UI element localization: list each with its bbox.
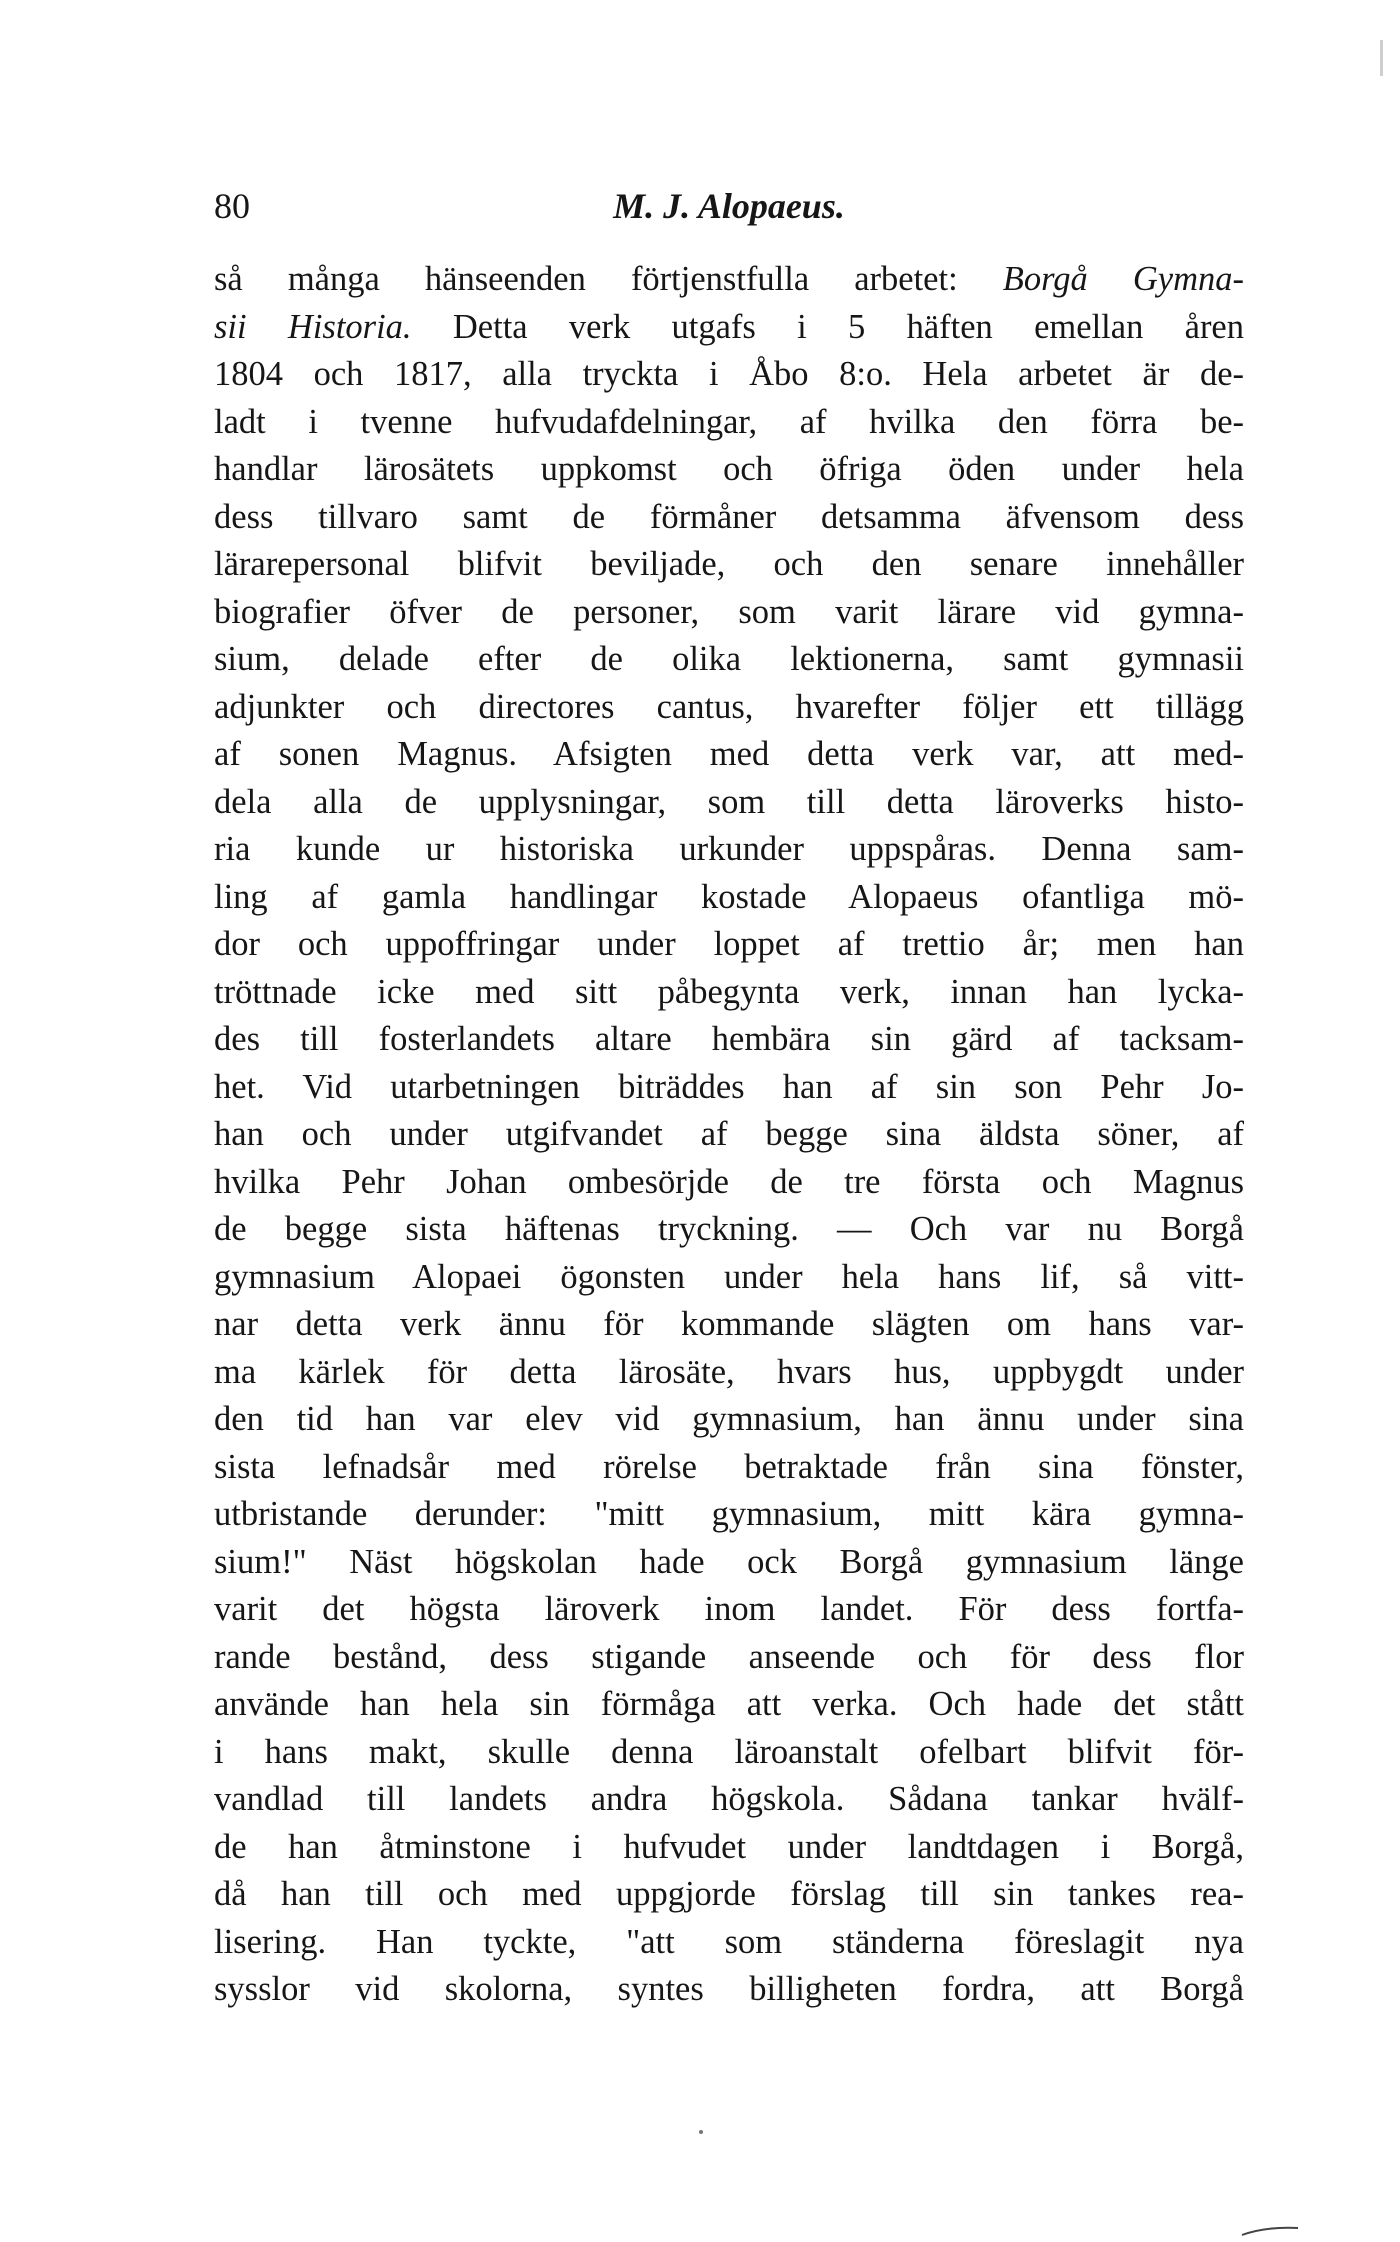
text-line: hvilka Pehr Johan ombesörjde de tre första och Magnus (214, 1162, 1244, 1201)
text-line: adjunkter och directores cantus, hvarefter följer ett tillägg (214, 687, 1244, 726)
text-line: den tid han var elev vid gymnasium, han ännu under sina (214, 1400, 1244, 1438)
running-title: M. J. Alopaeus. (613, 186, 845, 226)
text-line: ling af gamla handlingar kostade Alopaeus ofantliga mö- (214, 877, 1244, 916)
text-line: dess tillvaro samt de förmåner detsamma äfvensom dess (214, 497, 1244, 536)
text-line: dor och uppoffringar under loppet af trettio år; men han (214, 925, 1244, 963)
text-line: handlar lärosätets uppkomst och öfriga öden under hela (214, 450, 1244, 488)
text-line: het. Vid utarbetningen biträddes han af sin son Pehr Jo- (214, 1067, 1244, 1106)
scan-edge-stroke (1240, 2226, 1300, 2236)
page-number: 80 (214, 186, 250, 226)
text-line: des till fosterlandets altare hembära sin gärd af tacksam- (214, 1020, 1244, 1058)
text-line: sysslor vid skolorna, syntes billigheten fordra, att Borgå (214, 1970, 1244, 2008)
scan-edge-mark (1380, 40, 1383, 76)
text-line: vandlad till landets andra högskola. Sådana tankar hvälf- (214, 1780, 1244, 1818)
text-line: sista lefnadsår med rörelse betraktade från sina fönster, (214, 1447, 1244, 1486)
text-line: ria kunde ur historiska urkunder uppspåras. Denna sam- (214, 830, 1244, 868)
text-line: lärarepersonal blifvit beviljade, och den senare innehåller (214, 545, 1244, 583)
text-line: ladt i tvenne hufvudafdelningar, af hvilka den förra be- (214, 402, 1244, 441)
text-line: biografier öfver de personer, som varit lärare vid gymna- (214, 592, 1244, 631)
text-line: så många hänseenden förtjenstfulla arbetet: Borgå Gymna- (214, 260, 1244, 298)
text-line: sium!" Näst högskolan hade ock Borgå gymnasium länge (214, 1542, 1244, 1581)
text-line: då han till och med uppgjorde förslag till sin tankes rea- (214, 1875, 1244, 1913)
text-line: ma kärlek för detta lärosäte, hvars hus, uppbygdt under (214, 1352, 1244, 1391)
text-line: 1804 och 1817, alla tryckta i Åbo 8:o. Hela arbetet är de- (214, 355, 1244, 393)
text-line: i hans makt, skulle denna läroanstalt ofelbart blifvit för- (214, 1732, 1244, 1771)
text-line: utbristande derunder: "mitt gymnasium, mitt kära gymna- (214, 1495, 1244, 1533)
text-line: de han åtminstone i hufvudet under landtdagen i Borgå, (214, 1827, 1244, 1866)
text-line: nar detta verk ännu för kommande slägten om hans var- (214, 1305, 1244, 1343)
text-line: rande bestånd, dess stigande anseende och för dess flor (214, 1637, 1244, 1676)
text-line: dela alla de upplysningar, som till detta läroverks histo- (214, 782, 1244, 821)
text-line: använde han hela sin förmåga att verka. Och hade det stått (214, 1685, 1244, 1723)
scan-speck (699, 2130, 703, 2134)
text-line: de begge sista häftenas tryckning. — Och var nu Borgå (214, 1210, 1244, 1248)
text-line: af sonen Magnus. Afsigten med detta verk var, att med- (214, 735, 1244, 773)
text-line: han och under utgifvandet af begge sina äldsta söner, af (214, 1115, 1244, 1153)
text-line: gymnasium Alopaei ögonsten under hela hans lif, så vitt- (214, 1257, 1244, 1296)
text-line: sium, delade efter de olika lektionerna, samt gymnasii (214, 640, 1244, 678)
text-line: lisering. Han tyckte, "att som ständerna föreslagit nya (214, 1922, 1244, 1961)
text-line: sii Historia. Detta verk utgafs i 5 häften emellan åren (214, 307, 1244, 346)
text-line: tröttnade icke med sitt påbegynta verk, innan han lycka- (214, 972, 1244, 1011)
text-line: varit det högsta läroverk inom landet. För dess fortfa- (214, 1590, 1244, 1628)
page-header (214, 182, 1244, 232)
body-text (214, 256, 1244, 2014)
